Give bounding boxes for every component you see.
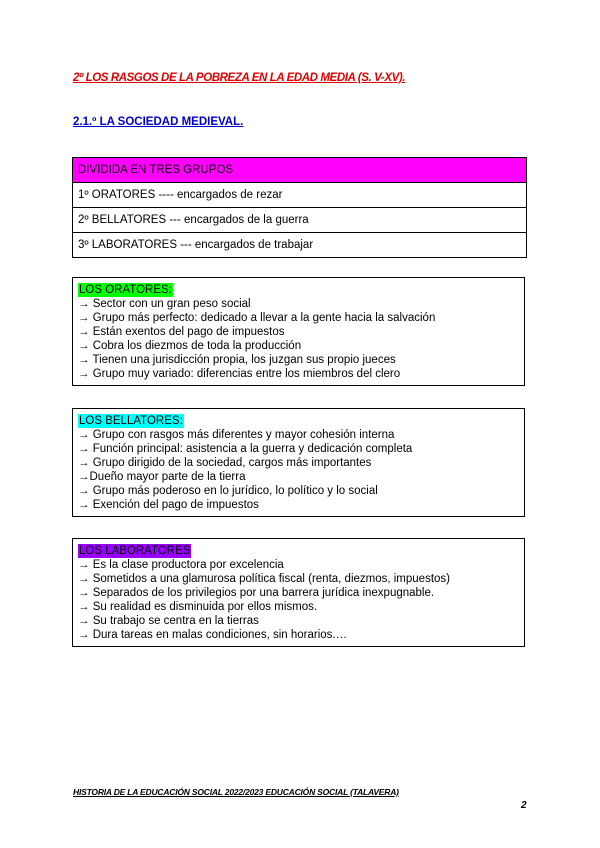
table-row (73, 183, 527, 208)
page-number: 2 (521, 800, 527, 811)
oratores-title: LOS ORATORES: (79, 284, 172, 296)
groups-table-header: DIVIDIDA EN TRES GRUPOS (73, 158, 527, 183)
list-item: → Grupo con rasgos más diferentes y mayor cohesión interna (78, 429, 395, 441)
groups-row-bellatores: 2º BELLATORES --- encargados de la guerra (73, 208, 527, 233)
groups-table-header-row (73, 158, 527, 183)
list-item: → Grupo más perfecto: dedicado a llevar a la gente hacia la salvación (78, 312, 436, 324)
groups-row-oratores: 1º ORATORES ---- encargados de rezar (73, 183, 527, 208)
list-item: → Grupo dirigido de la sociedad, cargos más importantes (78, 457, 372, 469)
list-item: →Dueño mayor parte de la tierra (78, 471, 246, 483)
list-item: → Función principal: asistencia a la guerra y dedicación completa (78, 443, 413, 455)
main-heading: 2º LOS RASGOS DE LA POBREZA EN LA EDAD MEDIA (S. V-XV). (73, 72, 406, 84)
section-heading: 2.1.º LA SOCIEDAD MEDIEVAL. (73, 116, 244, 128)
list-item: → Sometidos a una glamurosa política fiscal (renta, diezmos, impuestos) (78, 573, 450, 585)
groups-row-laboratores: 3º LABORATORES --- encargados de trabajar (73, 233, 527, 258)
list-item: → Grupo más poderoso en lo jurídico, lo político y lo social (78, 485, 378, 497)
list-item: → Tienen una jurisdicción propia, los juzgan sus propio jueces (78, 354, 396, 366)
list-item: → Separados de los privilegios por una barrera jurídica inexpugnable. (78, 587, 435, 599)
laboratores-box (72, 538, 525, 647)
list-item: → Exención del pago de impuestos (78, 499, 259, 511)
bellatores-box (72, 408, 525, 517)
table-row (73, 208, 527, 233)
oratores-box (72, 277, 525, 386)
list-item: → Están exentos del pago de impuestos (78, 326, 285, 338)
list-item: → Dura tareas en malas condiciones, sin horarios.… (78, 629, 348, 641)
groups-table (72, 157, 527, 258)
page-footer: HISTORIA DE LA EDUCACIÓN SOCIAL 2022/2023 EDUCACIÓN SOCIAL (TALAVERA) (73, 787, 399, 797)
bellatores-title: LOS BELLATORES: (79, 415, 183, 427)
list-item: → Sector con un gran peso social (78, 298, 251, 310)
list-item: → Su trabajo se centra en la tierras (78, 615, 259, 627)
list-item: → Cobra los diezmos de toda la producción (78, 340, 302, 352)
list-item: → Es la clase productora por excelencia (78, 559, 284, 571)
table-row (73, 233, 527, 258)
list-item: → Su realidad es disminuida por ellos mismos. (78, 601, 318, 613)
list-item: → Grupo muy variado: diferencias entre los miembros del clero (78, 368, 401, 380)
laboratores-title: LOS LABORATORES (79, 545, 191, 557)
